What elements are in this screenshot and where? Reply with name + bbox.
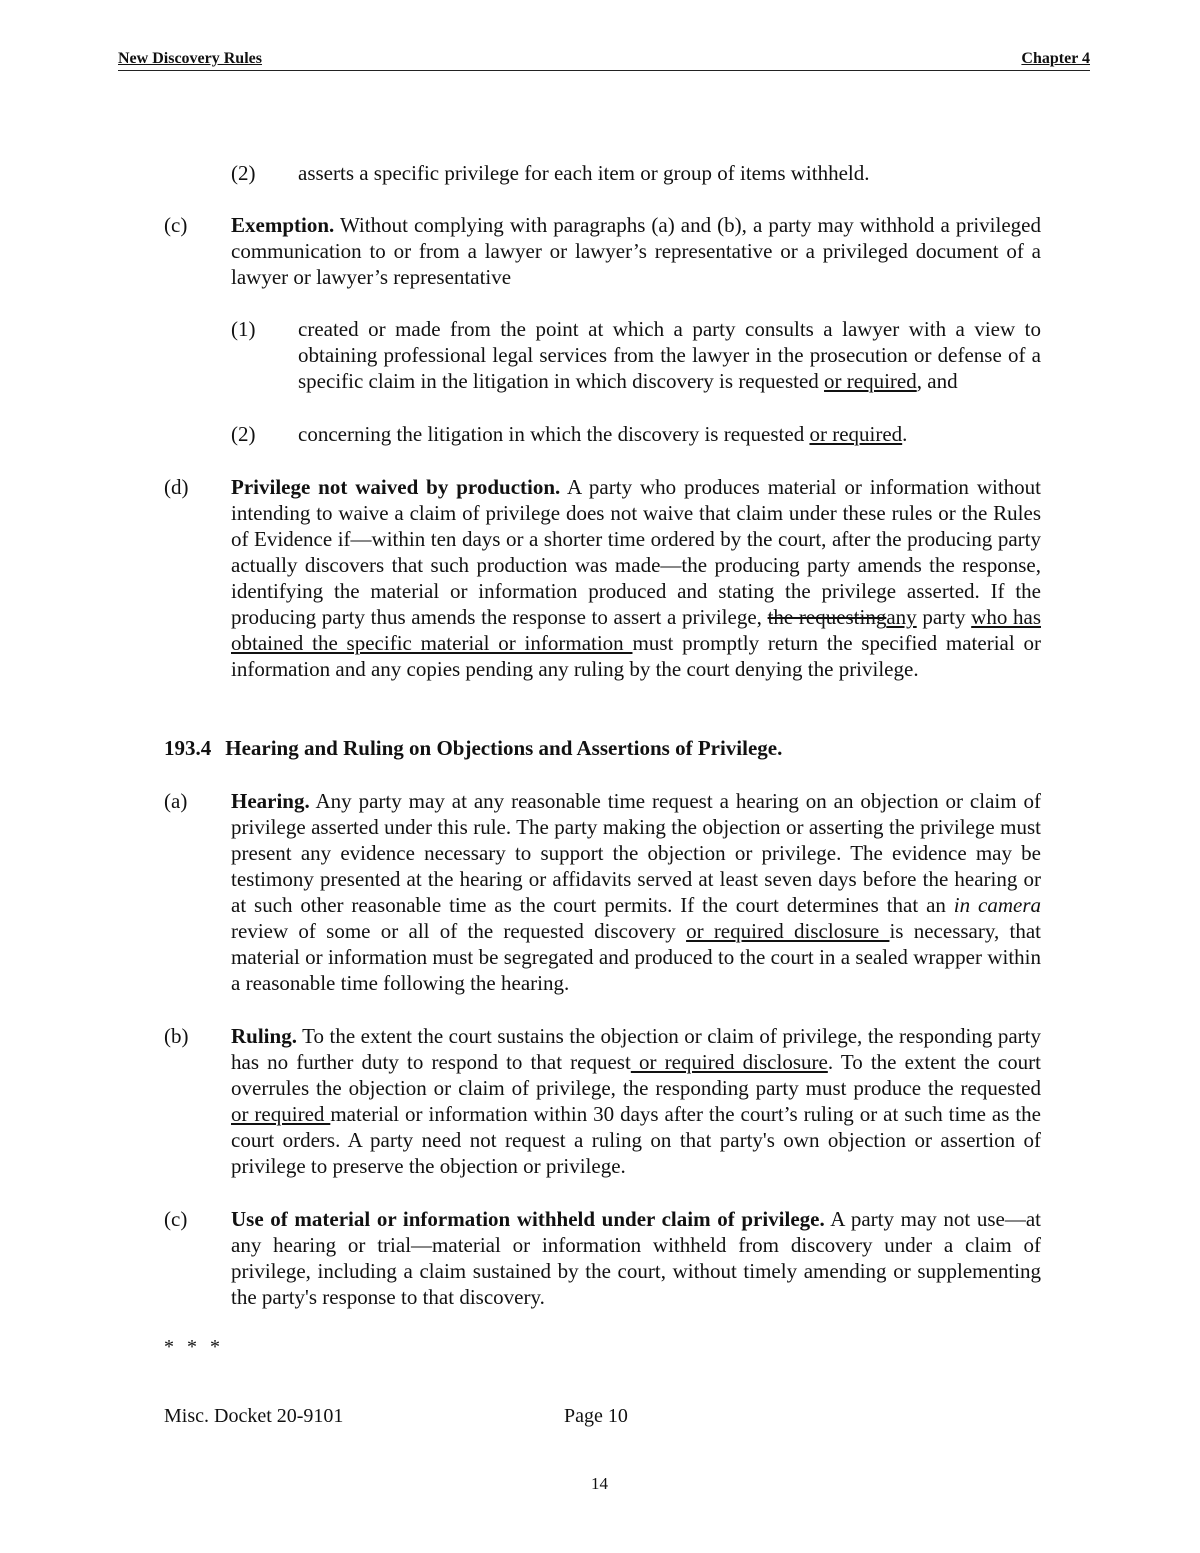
inserted-text: or required <box>824 369 917 393</box>
paragraph-ruling: Ruling. To the extent the court sustains the objection or claim of privilege, the responding party has no further duty to respond to that request or required disclosure. To the extent the court overrules the objection or claim of privilege, the responding party must produce the requested or required material or information within 30 days after the court’s ruling or at such time as the court orders. A party need not request a ruling on that party's own objection or assertion of privilege to preserve the objection or privilege. <box>231 1024 1041 1178</box>
heading-use-of-material: Use of material or information withheld under claim of privilege. <box>231 1207 825 1231</box>
paragraph-b2: asserts a specific privilege for each item or group of items withheld. <box>298 161 870 185</box>
paragraph-c1: created or made from the point at which a party consults a lawyer with a view to obtaining professional legal services from the lawyer in the prosecution or defense of a specific claim in the litigation in which discovery is requested or required, and <box>298 317 1041 393</box>
heading-privilege-not-waived: Privilege not waived by production. <box>231 475 561 499</box>
paragraph-label-b: (b) <box>164 1024 189 1048</box>
paragraph-c2: concerning the litigation in which the discovery is requested or required. <box>298 422 908 446</box>
paragraph-hearing: Hearing. Any party may at any reasonable time request a hearing on an objection or claim of privilege asserted under this rule. The party making the objection or asserting the privilege must present any evidence necessary to support the objection or privilege. The evidence may be testimony presented at the hearing or affidavits served at least seven days before the hearing or at such other reasonable time as the court permits. If the court determines that an in camera review of some or all of the requested discovery or required disclosure is necessary, that material or information must be segregated and produced to the court in a sealed wrapper within a reasonable time following the hearing. <box>231 789 1041 995</box>
item-label: (2) <box>231 422 256 446</box>
paragraph-label-d: (d) <box>164 475 189 499</box>
inserted-text: or required disclosure <box>630 1050 828 1074</box>
heading-exemption: Exemption. <box>231 213 335 237</box>
item-label: (1) <box>231 317 256 341</box>
paragraph-use-of-material: Use of material or information withheld under claim of privilege. A party may not use—at any hearing or trial—material or information withheld from discovery under a claim of privilege, including a claim sustained by the court, without timely amending or supplementing the party's response to that discovery. <box>231 1207 1042 1309</box>
paragraph-label-c: (c) <box>164 213 188 237</box>
page-header <box>118 50 1090 71</box>
inserted-text: any <box>886 605 917 629</box>
header-chapter: Chapter 4 <box>1021 50 1090 67</box>
section-heading: 193.4 Hearing and Ruling on Objections and Assertions of Privilege. <box>164 736 783 760</box>
item-label: (2) <box>231 161 256 185</box>
paragraph-exemption: Exemption. Without complying with paragraphs (a) and (b), a party may withhold a privileged communication to or from a lawyer or lawyer’s representative or a privileged document of a lawyer or lawyer’s representative <box>231 213 1041 289</box>
inserted-text: who has obtained the specific material or information <box>231 605 1041 655</box>
section-break-stars: * * * <box>164 1336 224 1358</box>
paragraph-label-c: (c) <box>164 1207 188 1231</box>
header-title: New Discovery Rules <box>118 50 262 67</box>
footer-docket: Misc. Docket 20-9101 <box>164 1405 344 1427</box>
heading-ruling: Ruling. <box>231 1024 297 1048</box>
inserted-text: or required disclosure <box>686 919 890 943</box>
paragraph-privilege-not-waived: Privilege not waived by production. A party who produces material or information without intending to waive a claim of privilege does not waive that claim under these rules or the Rules of Evidence if—within ten days or a shorter time ordered by the court, after the producing party actually discovers that such production was made—the producing party amends the response, identifying the material or information produced and stating the privilege asserted. If the producing party thus amends the response to assert a privilege, the requestingany party who has obtained the specific material or information must promptly return the specified material or information and any copies pending any ruling by the court denying the privilege. <box>231 475 1041 681</box>
inserted-text: or required <box>809 422 903 446</box>
paragraph-label-a: (a) <box>164 789 188 813</box>
deleted-text: the requesting <box>767 605 887 629</box>
inserted-text: or required <box>231 1102 331 1126</box>
heading-hearing: Hearing. <box>231 789 310 813</box>
footer-page: Page 10 <box>564 1405 628 1427</box>
pdf-page-number: 14 <box>591 1474 608 1493</box>
